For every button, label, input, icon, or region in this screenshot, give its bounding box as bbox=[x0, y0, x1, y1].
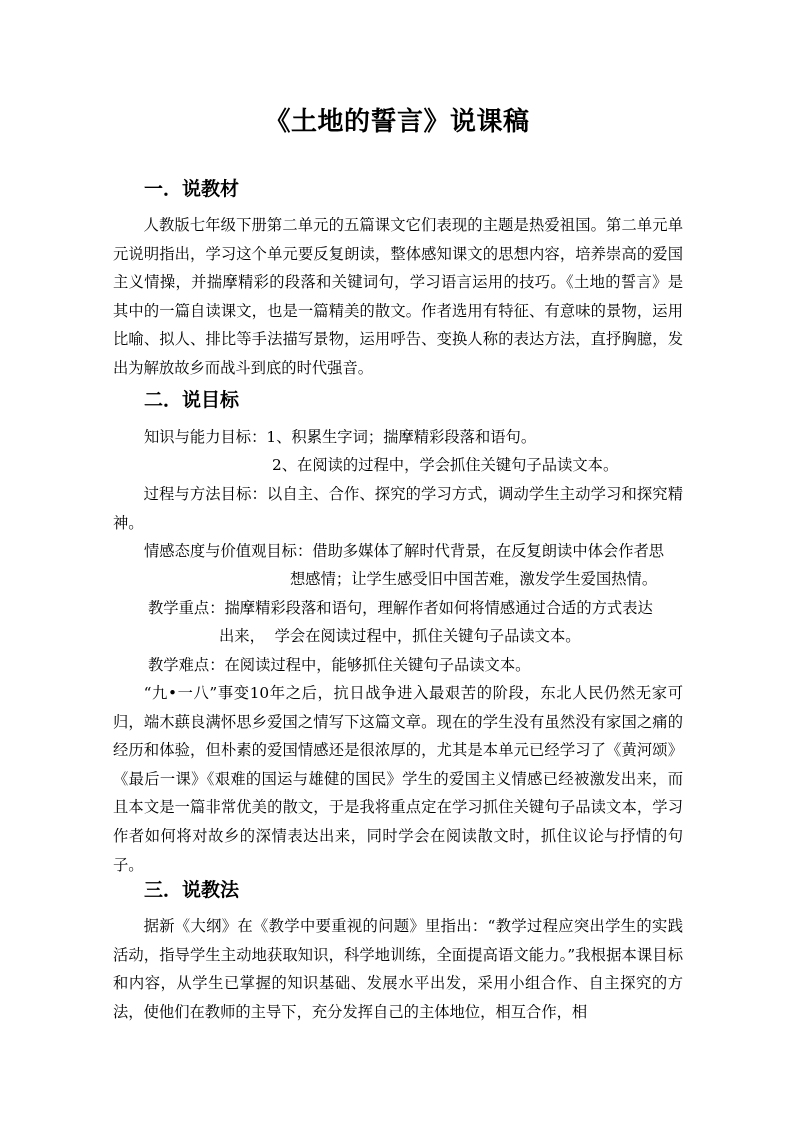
section-heading-objectives: 二．说目标 bbox=[144, 389, 240, 411]
teaching-key-line-1: 教学重点：揣摩精彩段落和语句，理解作者如何将情感通过合适的方式表达 bbox=[148, 599, 653, 617]
document-title: 《土地的誓言》说课稿 bbox=[264, 107, 530, 137]
teaching-key-line-2: 出来， 学会在阅读过程中，抓住关键句子品读文本。 bbox=[219, 627, 581, 645]
objective-knowledge-line-1: 知识与能力目标：1、积累生字词；揣摩精彩段落和语句。 bbox=[144, 428, 537, 446]
paragraph-teaching-material: 人教版七年级下册第二单元的五篇课文它们表现的主题是热爱祖国。第二单元单元说明指出，学习这个单元要反复朗读，整体感知课文的思想内容，培养崇高的爱国主义情操，并揣摩精彩的段落和关键词句，学习语言运用的技巧。《土地的誓言》是其中的一篇自读课文，也是一篇精美的散文。作者选用有特征、有意味的景物，运用比喻、拟人、排比等手法描写景物，运用呼告、变换人称的表达方法，直抒胸臆，发出为解放故乡而战斗到底的时代强音。 bbox=[113, 216, 683, 377]
objective-process: 过程与方法目标：以自主、合作、探究的学习方式，调动学生主动学习和探究精神。 bbox=[113, 485, 683, 532]
teaching-difficulty: 教学难点：在阅读过程中，能够抓住关键句子品读文本。 bbox=[148, 656, 531, 674]
objective-knowledge-line-2: 2、在阅读的过程中，学会抓住关键句子品读文本。 bbox=[272, 456, 619, 474]
objective-emotion-line-2: 想感情；让学生感受旧中国苦难，激发学生爱国热情。 bbox=[290, 570, 658, 588]
paragraph-background: “九•一八”事变10年之后，抗日战争进入最艰苦的阶段，东北人民仍然无家可归，端木蕻良满怀思乡爱国之情写下这篇文章。现在的学生没有虽然没有家国之痛的经历和体验，但朴素的爱国情感还是很浓厚的，尤其是本单元已经学习了《黄河颂》《最后一课》《艰难的国运与雄健的国民》学生的爱国主义情感已经被激发出来，而且本文是一篇非常优美的散文，于是我将重点定在学习抓住关键句子品读文本，学习作者如何将对故乡的深情表达出来，同时学会在阅读散文时，抓住议论与抒情的句子。 bbox=[113, 684, 683, 874]
objective-emotion-line-1: 情感态度与价值观目标：借助多媒体了解时代背景，在反复朗读中体会作者思 bbox=[144, 542, 665, 560]
section-heading-teaching-material: 一．说教材 bbox=[144, 178, 240, 200]
paragraph-teaching-method: 据新《大纲》在《教学中要重视的问题》里指出：“教学过程应突出学生的实践活动，指导学生主动地获取知识，科学地训练，全面提高语文能力。”我根据本课目标和内容，从学生已掌握的知识基础、发展水平出发，采用小组合作、自主探究的方法，使他们在教师的主导下，充分发挥自己的主体地位，相互合作，相 bbox=[113, 917, 683, 1021]
section-heading-teaching-method: 三．说教法 bbox=[144, 879, 240, 901]
